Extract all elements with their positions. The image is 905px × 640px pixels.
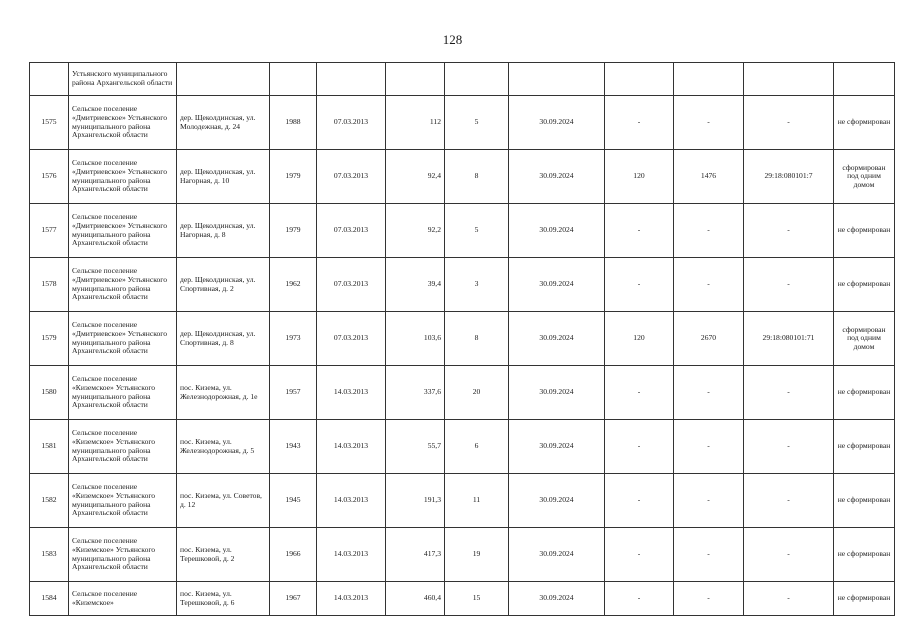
cell-residents: 15 [445,582,509,616]
cell-date: 14.03.2013 [317,366,386,420]
cell-residents: 20 [445,366,509,420]
cell-status: не сформирован [834,204,895,258]
cell-year: 1979 [270,150,317,204]
cell-area: 191,3 [386,474,445,528]
cell-area: 337,6 [386,366,445,420]
cell-address: дер. Щеколдинская, ул. Спортивная, д. 8 [177,312,270,366]
cell-year: 1967 [270,582,317,616]
cell-demolition-date: 30.09.2024 [509,366,605,420]
table-row-continuation [30,63,895,96]
cell-date: 07.03.2013 [317,312,386,366]
cell-cadastral: - [744,474,834,528]
cell-date: 14.03.2013 [317,582,386,616]
cell-plot: - [674,582,744,616]
cell-address: дер. Щеколдинская, ул. Молодежная, д. 24 [177,96,270,150]
cell-area [386,63,445,96]
cell-year: 1943 [270,420,317,474]
cell-date: 07.03.2013 [317,96,386,150]
cell-settlement: Устьянского муниципального района Архангельской области [69,63,177,96]
cell-demolition-date: 30.09.2024 [509,312,605,366]
cell-address: дер. Щеколдинская, ул. Спортивная, д. 2 [177,258,270,312]
cell-num: 1576 [30,150,69,204]
cell-land-area: - [605,204,674,258]
table-row [30,528,895,582]
table-row [30,366,895,420]
cell-land-area [605,63,674,96]
cell-num: 1582 [30,474,69,528]
cell-area: 460,4 [386,582,445,616]
cell-num [30,63,69,96]
cell-settlement: Сельское поселение «Киземское» [69,582,177,616]
cell-settlement: Сельское поселение «Киземское» Устьянского муниципального района Архангельской области [69,366,177,420]
cell-plot: - [674,420,744,474]
cell-cadastral: - [744,258,834,312]
cell-num: 1575 [30,96,69,150]
table-row [30,582,895,616]
cell-land-area: - [605,366,674,420]
cell-settlement: Сельское поселение «Киземское» Устьянского муниципального района Архангельской области [69,420,177,474]
cell-demolition-date: 30.09.2024 [509,96,605,150]
cell-settlement: Сельское поселение «Дмитриевское» Устьянского муниципального района Архангельской области [69,204,177,258]
cell-year: 1988 [270,96,317,150]
cell-address: пос. Кизема, ул. Железнодорожная, д. 1е [177,366,270,420]
housing-registry-table [29,62,895,616]
cell-demolition-date: 30.09.2024 [509,204,605,258]
cell-area: 103,6 [386,312,445,366]
cell-residents: 8 [445,150,509,204]
cell-num: 1584 [30,582,69,616]
cell-date [317,63,386,96]
cell-status: сформирован под одним домом [834,312,895,366]
cell-year: 1966 [270,528,317,582]
cell-cadastral: - [744,582,834,616]
cell-plot: 1476 [674,150,744,204]
cell-plot: - [674,204,744,258]
cell-status [834,63,895,96]
cell-cadastral: 29:18:080101:7 [744,150,834,204]
cell-address [177,63,270,96]
cell-cadastral: 29:18:080101:71 [744,312,834,366]
cell-address: пос. Кизема, ул. Терешковой, д. 2 [177,528,270,582]
cell-settlement: Сельское поселение «Киземское» Устьянского муниципального района Архангельской области [69,528,177,582]
cell-num: 1578 [30,258,69,312]
cell-status: сформирован под одним домом [834,150,895,204]
cell-year: 1962 [270,258,317,312]
cell-plot: - [674,258,744,312]
cell-area: 39,4 [386,258,445,312]
cell-status: не сформирован [834,528,895,582]
cell-residents [445,63,509,96]
cell-num: 1583 [30,528,69,582]
cell-demolition-date: 30.09.2024 [509,420,605,474]
cell-area: 55,7 [386,420,445,474]
cell-address: дер. Щеколдинская, ул. Нагорная, д. 10 [177,150,270,204]
cell-settlement: Сельское поселение «Дмитриевское» Устьянского муниципального района Архангельской области [69,258,177,312]
cell-status: не сформирован [834,366,895,420]
cell-residents: 8 [445,312,509,366]
cell-status: не сформирован [834,258,895,312]
cell-address: пос. Кизема, ул. Железнодорожная, д. 5 [177,420,270,474]
table-row [30,204,895,258]
cell-num: 1579 [30,312,69,366]
cell-status: не сформирован [834,420,895,474]
cell-demolition-date: 30.09.2024 [509,474,605,528]
cell-year [270,63,317,96]
cell-address: пос. Кизема, ул. Советов, д. 12 [177,474,270,528]
cell-date: 14.03.2013 [317,420,386,474]
table-row [30,96,895,150]
table-row [30,474,895,528]
cell-demolition-date: 30.09.2024 [509,582,605,616]
page-number: 128 [442,32,463,47]
cell-land-area: - [605,420,674,474]
cell-cadastral [744,63,834,96]
cell-land-area: 120 [605,150,674,204]
cell-year: 1973 [270,312,317,366]
cell-demolition-date: 30.09.2024 [509,150,605,204]
cell-address: пос. Кизема, ул. Терешковой, д. 6 [177,582,270,616]
cell-date: 07.03.2013 [317,150,386,204]
table-row [30,150,895,204]
cell-area: 112 [386,96,445,150]
cell-land-area: - [605,474,674,528]
table-row [30,312,895,366]
cell-settlement: Сельское поселение «Дмитриевское» Устьянского муниципального района Архангельской области [69,312,177,366]
cell-date: 14.03.2013 [317,474,386,528]
cell-year: 1945 [270,474,317,528]
cell-land-area: - [605,528,674,582]
cell-residents: 6 [445,420,509,474]
cell-settlement: Сельское поселение «Киземское» Устьянского муниципального района Архангельской области [69,474,177,528]
cell-area: 92,2 [386,204,445,258]
cell-cadastral: - [744,96,834,150]
cell-residents: 5 [445,96,509,150]
cell-status: не сформирован [834,474,895,528]
cell-demolition-date: 30.09.2024 [509,258,605,312]
table-row [30,420,895,474]
cell-plot: - [674,528,744,582]
cell-num: 1577 [30,204,69,258]
cell-residents: 5 [445,204,509,258]
cell-year: 1979 [270,204,317,258]
cell-cadastral: - [744,420,834,474]
cell-residents: 19 [445,528,509,582]
cell-demolition-date [509,63,605,96]
cell-land-area: - [605,258,674,312]
cell-plot [674,63,744,96]
cell-cadastral: - [744,204,834,258]
cell-status: не сформирован [834,96,895,150]
cell-plot: - [674,474,744,528]
cell-plot: - [674,366,744,420]
cell-date: 14.03.2013 [317,528,386,582]
cell-land-area: - [605,96,674,150]
cell-settlement: Сельское поселение «Дмитриевское» Устьянского муниципального района Архангельской области [69,150,177,204]
cell-settlement: Сельское поселение «Дмитриевское» Устьянского муниципального района Архангельской области [69,96,177,150]
cell-cadastral: - [744,366,834,420]
cell-year: 1957 [270,366,317,420]
cell-residents: 3 [445,258,509,312]
cell-land-area: - [605,582,674,616]
cell-status: не сформирован [834,582,895,616]
cell-area: 417,3 [386,528,445,582]
cell-address: дер. Щеколдинская, ул. Нагорная, д. 8 [177,204,270,258]
cell-plot: - [674,96,744,150]
cell-land-area: 120 [605,312,674,366]
cell-num: 1581 [30,420,69,474]
cell-cadastral: - [744,528,834,582]
cell-residents: 11 [445,474,509,528]
cell-demolition-date: 30.09.2024 [509,528,605,582]
cell-date: 07.03.2013 [317,258,386,312]
cell-area: 92,4 [386,150,445,204]
cell-date: 07.03.2013 [317,204,386,258]
table-row [30,258,895,312]
cell-num: 1580 [30,366,69,420]
cell-plot: 2670 [674,312,744,366]
